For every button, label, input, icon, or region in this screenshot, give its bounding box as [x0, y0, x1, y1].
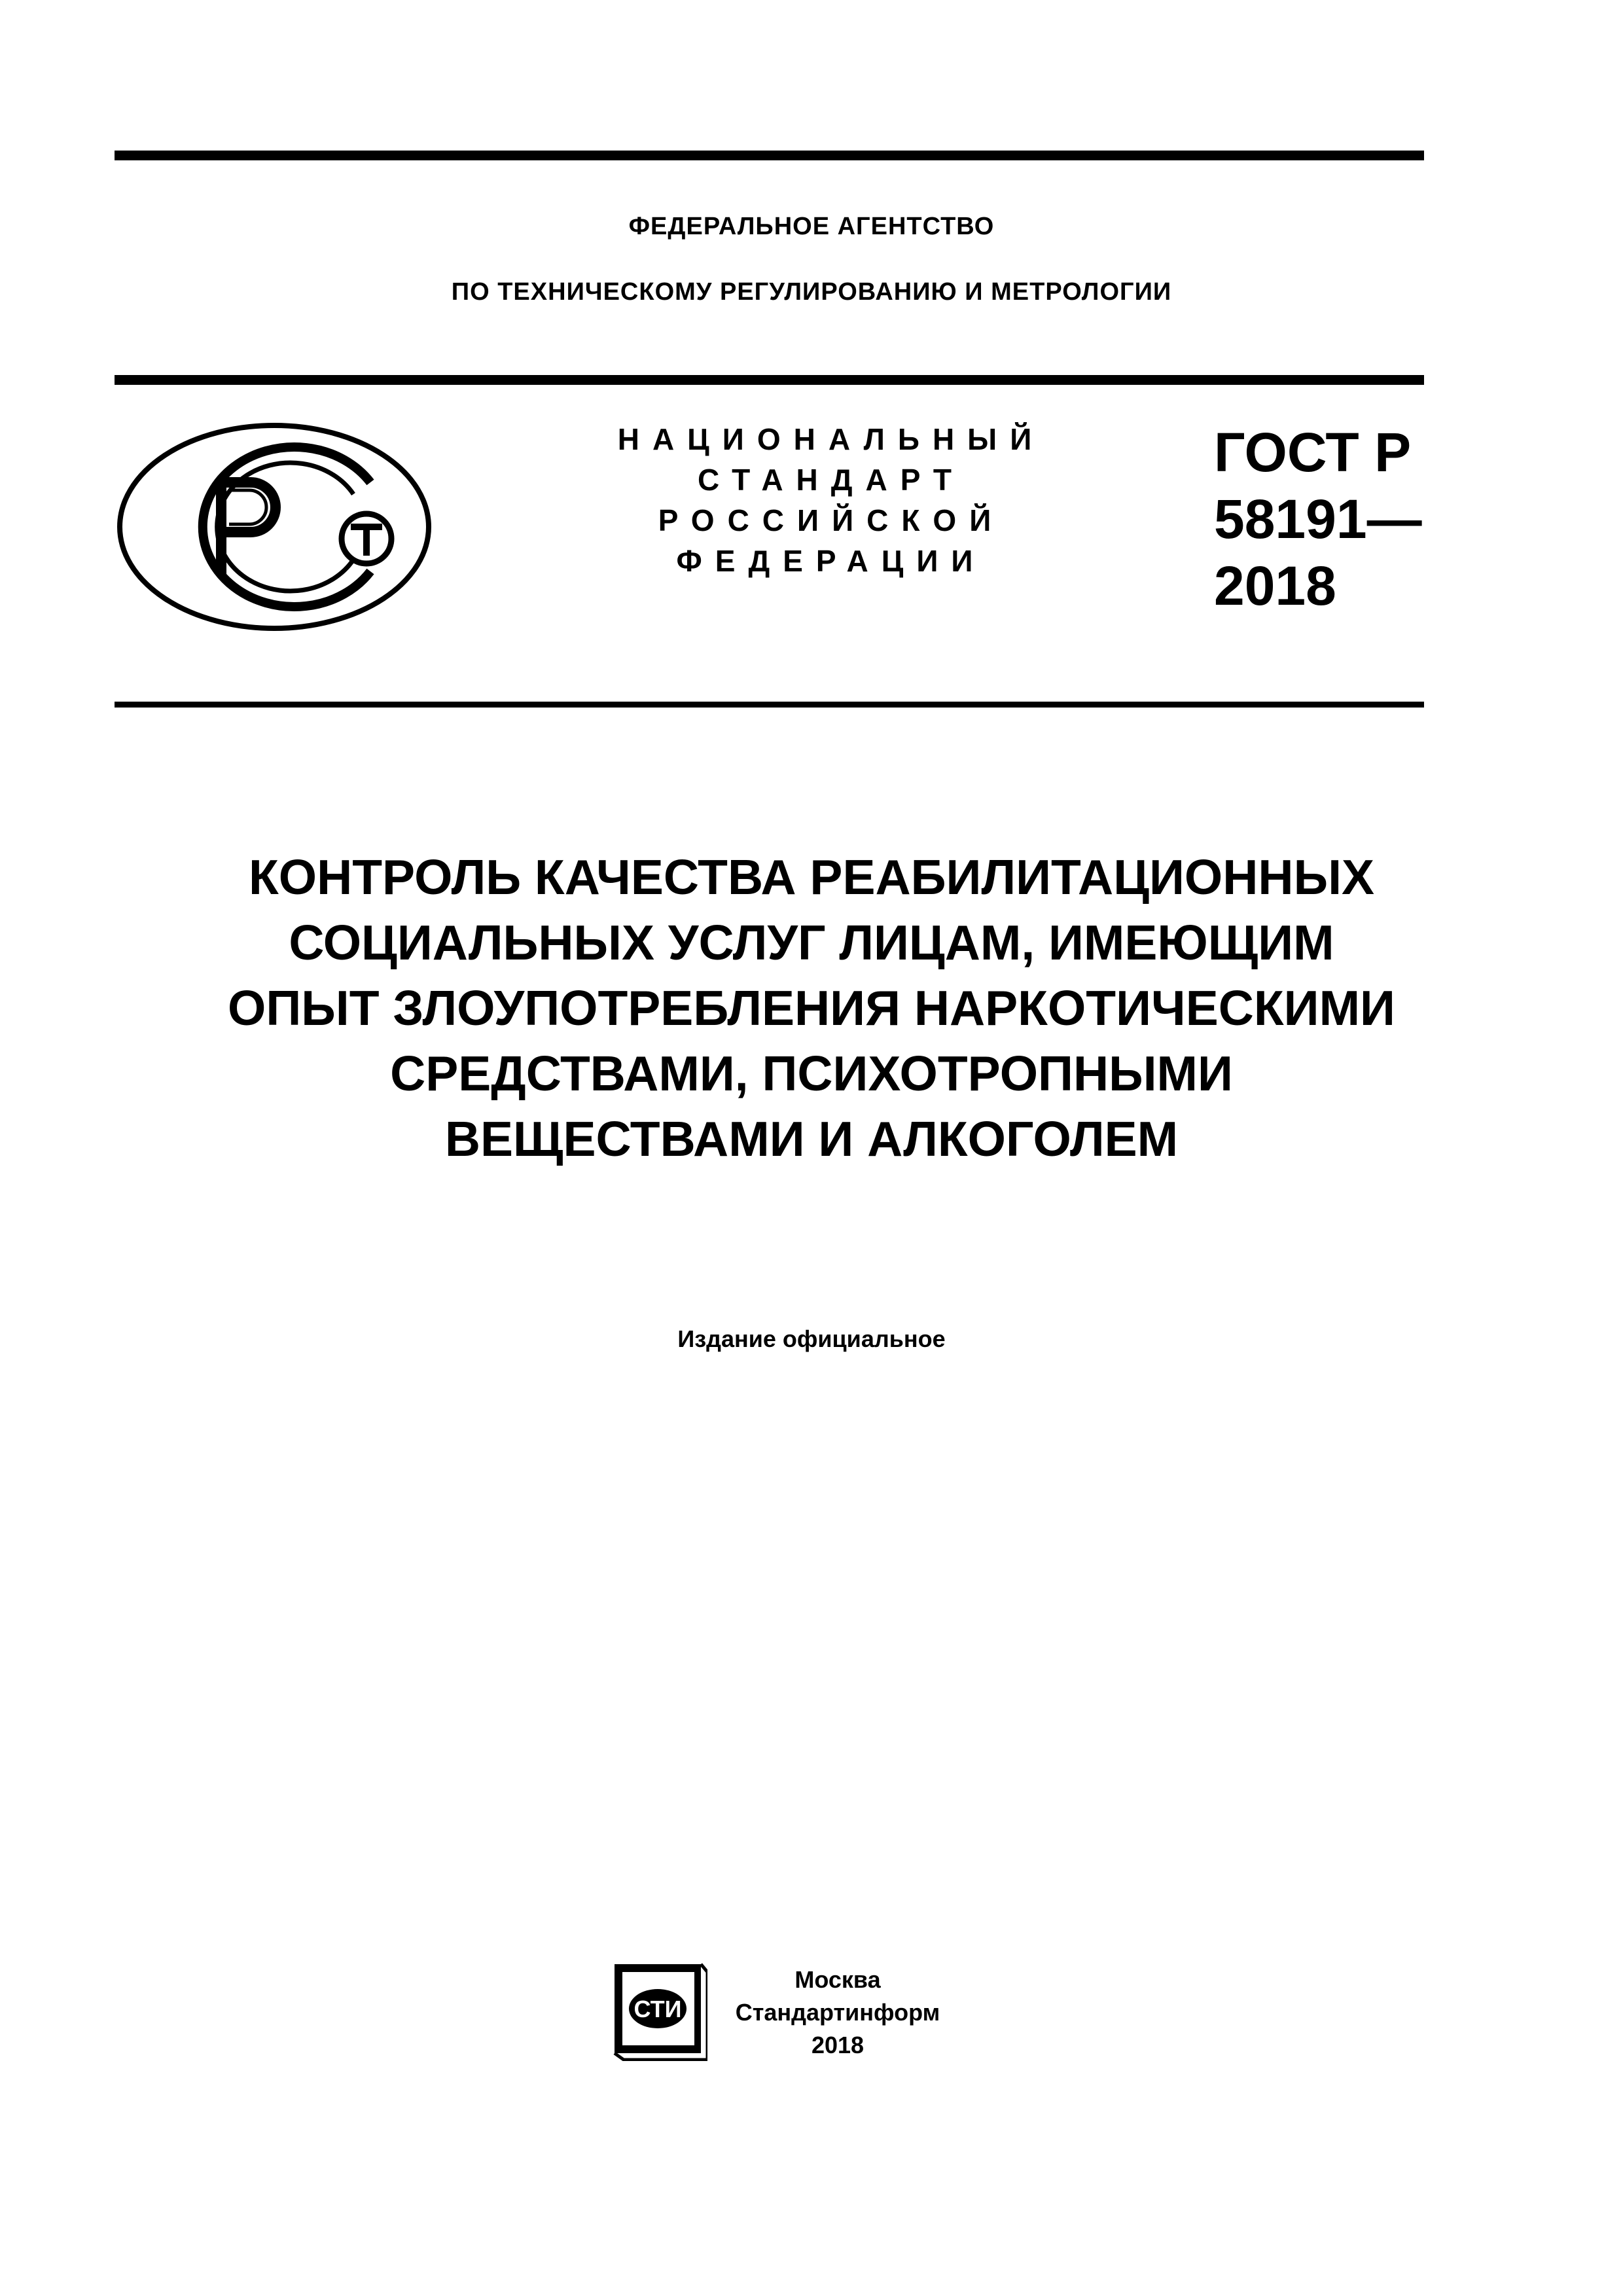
agency-name-line-1: ФЕДЕРАЛЬНОЕ АГЕНТСТВО	[628, 213, 995, 240]
title-line: ОПЫТ ЗЛОУПОТРЕБЛЕНИЯ НАРКОТИЧЕСКИМИ	[228, 980, 1395, 1035]
standard-number	[1214, 419, 1422, 619]
standard-number-line-2: 58191—	[1214, 488, 1422, 550]
designation-line: РОССИЙСКОЙ	[658, 503, 1005, 537]
national-standard-designation	[589, 419, 1073, 581]
designation-line: СТАНДАРТ	[698, 463, 965, 497]
rst-certification-emblem-icon	[116, 422, 432, 632]
document-title	[0, 844, 1623, 1172]
top-divider	[115, 151, 1424, 160]
title-divider	[115, 702, 1424, 708]
designation-line: НАЦИОНАЛЬНЫЙ	[617, 422, 1045, 456]
title-line: СОЦИАЛЬНЫХ УСЛУГ ЛИЦАМ, ИМЕЮЩИМ	[289, 915, 1334, 970]
standartinform-logo-icon	[611, 1962, 707, 2061]
title-line: СРЕДСТВАМИ, ПСИХОТРОПНЫМИ	[390, 1046, 1233, 1101]
publisher-imprint	[707, 1964, 969, 2062]
designation-line: ФЕДЕРАЦИИ	[676, 544, 986, 578]
header-divider	[115, 375, 1424, 385]
title-line: КОНТРОЛЬ КАЧЕСТВА РЕАБИЛИТАЦИОННЫХ	[248, 850, 1375, 905]
agency-name-line-2: ПО ТЕХНИЧЕСКОМУ РЕГУЛИРОВАНИЮ И МЕТРОЛОГИИ	[451, 278, 1172, 306]
title-line: ВЕЩЕСТВАМИ И АЛКОГОЛЕМ	[444, 1111, 1179, 1166]
svg-text:СТИ: СТИ	[633, 1996, 682, 2022]
publisher-name: Стандартинформ	[735, 1999, 940, 2026]
standard-number-line-3: 2018	[1214, 555, 1336, 617]
publisher-city: Москва	[794, 1966, 881, 1993]
standard-number-line-1: ГОСТ Р	[1214, 422, 1412, 483]
publication-year: 2018	[811, 2032, 865, 2058]
edition-label: Издание официальное	[677, 1325, 946, 1352]
